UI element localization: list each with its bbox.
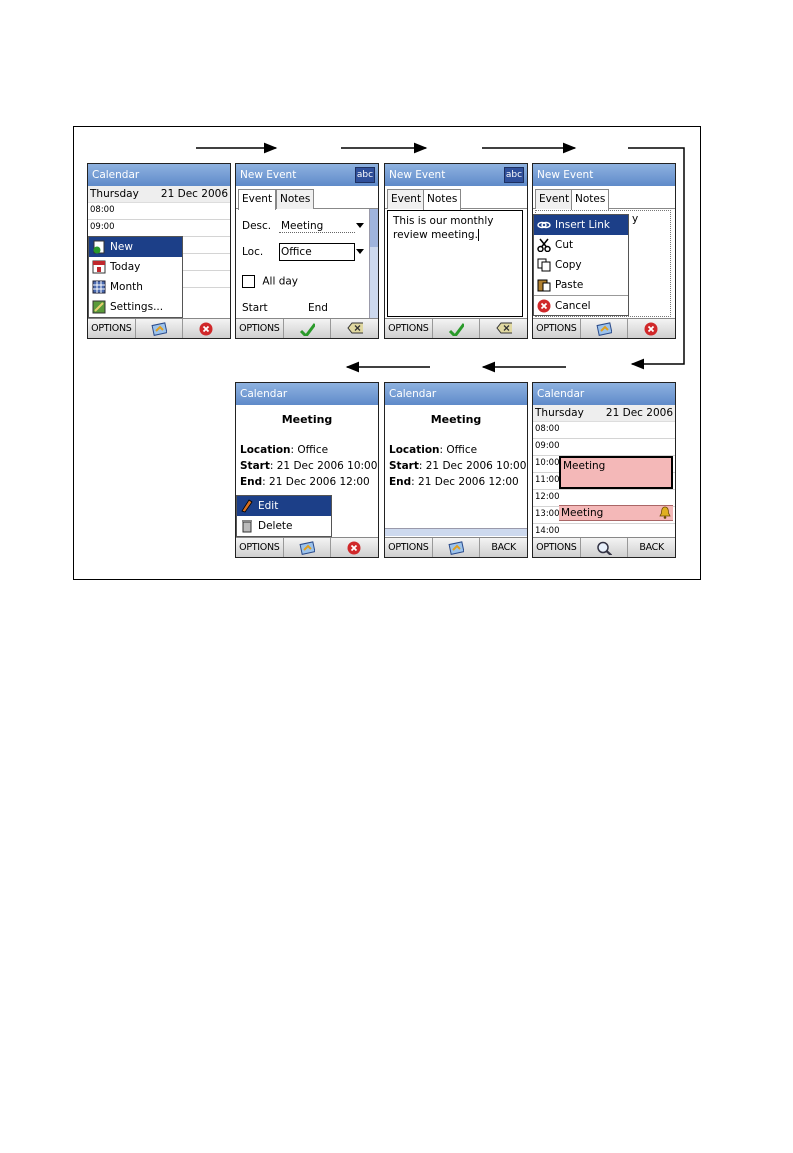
select-icon xyxy=(151,322,167,336)
pencil-icon xyxy=(240,499,254,513)
back-softkey[interactable]: BACK xyxy=(639,542,664,553)
options-softkey[interactable]: OPTIONS xyxy=(533,319,581,338)
menu-item-paste[interactable]: Paste xyxy=(534,275,628,295)
cancel-icon xyxy=(537,299,551,313)
month-grid-icon xyxy=(92,280,106,294)
time-slot[interactable]: 10:00 xyxy=(533,456,675,473)
magnifier-icon xyxy=(596,541,612,555)
select-softkey[interactable] xyxy=(581,319,629,338)
time-slot[interactable]: 14:00 xyxy=(533,524,675,541)
select-icon xyxy=(299,541,315,555)
event-options-menu xyxy=(236,495,332,537)
options-softkey[interactable]: OPTIONS xyxy=(236,538,284,557)
notes-text-fragment: y xyxy=(632,213,639,225)
horizontal-scrollbar[interactable] xyxy=(385,528,527,536)
chevron-down-icon[interactable] xyxy=(356,249,364,254)
end-line: End: 21 Dec 2006 12:00 xyxy=(240,476,370,488)
start-line: Start: 21 Dec 2006 10:00 xyxy=(389,460,527,472)
start-end-row xyxy=(242,302,328,314)
link-icon xyxy=(537,218,551,232)
settings-icon xyxy=(92,300,106,314)
new-document-icon xyxy=(92,240,106,254)
desc-row xyxy=(242,220,366,232)
desc-label: Desc. xyxy=(242,220,272,232)
day-label: Thursday xyxy=(90,188,139,200)
desc-field[interactable]: Meeting xyxy=(279,220,355,233)
options-softkey[interactable]: OPTIONS xyxy=(385,319,433,338)
softkey-bar xyxy=(385,537,527,557)
today-calendar-icon xyxy=(92,260,106,274)
close-icon xyxy=(644,322,660,336)
event-title: Meeting xyxy=(281,413,333,426)
time-slot[interactable]: 09:00 xyxy=(88,220,230,237)
event-block[interactable]: Meeting xyxy=(559,505,673,521)
select-icon xyxy=(596,322,612,336)
menu-item-cancel[interactable]: Cancel xyxy=(534,295,628,315)
input-mode-indicator: abc xyxy=(355,167,375,183)
day-header xyxy=(533,405,675,422)
screen-event-details xyxy=(384,382,528,558)
menu-item-today[interactable]: Today xyxy=(89,257,182,277)
event-details xyxy=(385,405,527,492)
close-icon xyxy=(347,541,363,555)
menu-item-delete[interactable]: Delete xyxy=(237,516,331,536)
notes-textarea[interactable] xyxy=(387,210,523,317)
time-slot[interactable]: 13:00 xyxy=(533,507,675,524)
event-block-selected[interactable]: Meeting xyxy=(559,456,673,489)
select-icon xyxy=(448,541,464,555)
backspace-icon xyxy=(496,322,512,336)
options-menu xyxy=(88,236,183,318)
tab-bar xyxy=(385,189,527,209)
close-icon xyxy=(199,322,215,336)
exit-softkey[interactable] xyxy=(331,538,378,557)
event-title: Meeting xyxy=(430,413,482,426)
event-details xyxy=(236,405,378,492)
allday-label: All day xyxy=(262,275,299,288)
scissors-icon xyxy=(537,238,551,252)
view-softkey[interactable] xyxy=(581,538,629,557)
alarm-bell-icon xyxy=(659,506,671,519)
time-slot[interactable]: 09:00 xyxy=(533,439,675,456)
tab-bar xyxy=(533,189,675,209)
loc-field[interactable]: Office xyxy=(279,243,355,261)
select-softkey[interactable] xyxy=(433,538,481,557)
end-line: End: 21 Dec 2006 12:00 xyxy=(389,476,519,488)
tab-notes[interactable]: Notes xyxy=(423,189,461,210)
allday-row xyxy=(242,275,298,288)
backspace-softkey[interactable] xyxy=(480,319,527,338)
chevron-down-icon[interactable] xyxy=(356,223,364,228)
title-bar: Calendar xyxy=(88,164,230,186)
options-softkey[interactable]: OPTIONS xyxy=(88,319,136,338)
notes-line: This is our monthly xyxy=(393,215,494,227)
tab-notes[interactable]: Notes xyxy=(276,189,314,209)
checkmark-icon xyxy=(299,322,315,336)
softkey-bar xyxy=(533,537,675,557)
text-cursor xyxy=(478,229,479,241)
options-softkey[interactable]: OPTIONS xyxy=(533,538,581,557)
menu-item-settings[interactable]: Settings... xyxy=(89,297,182,317)
screen-calendar-options xyxy=(87,163,231,339)
softkey-bar xyxy=(236,318,378,338)
checkmark-icon xyxy=(448,322,464,336)
title-bar: Calendar xyxy=(236,383,378,405)
edit-menu xyxy=(533,214,629,316)
allday-checkbox[interactable] xyxy=(242,275,255,288)
select-softkey[interactable] xyxy=(136,319,184,338)
softkey-bar xyxy=(385,318,527,338)
backspace-icon xyxy=(347,322,363,336)
screen-new-event-notes xyxy=(384,163,528,339)
time-slot[interactable]: 08:00 xyxy=(88,203,230,220)
softkey-bar xyxy=(88,318,230,338)
options-softkey[interactable]: OPTIONS xyxy=(385,538,433,557)
scrollbar[interactable] xyxy=(369,209,378,320)
tab-bar xyxy=(236,189,378,209)
back-softkey[interactable]: BACK xyxy=(491,542,516,553)
tab-event[interactable]: Event xyxy=(238,189,276,210)
time-slot[interactable]: 08:00 xyxy=(533,422,675,439)
input-mode-indicator: abc xyxy=(504,167,524,183)
options-softkey[interactable]: OPTIONS xyxy=(236,319,284,338)
menu-item-cut[interactable]: Cut xyxy=(534,235,628,255)
softkey-bar xyxy=(533,318,675,338)
location-line: Location: Office xyxy=(240,444,329,456)
done-softkey[interactable] xyxy=(284,319,332,338)
time-slot[interactable]: 11:00 xyxy=(533,473,675,490)
screen-notes-options xyxy=(532,163,676,339)
screen-event-details-options xyxy=(235,382,379,558)
start-label: Start xyxy=(242,302,268,314)
screen-calendar-day xyxy=(532,382,676,558)
done-softkey[interactable] xyxy=(433,319,481,338)
backspace-softkey[interactable] xyxy=(331,319,378,338)
menu-item-insert-link[interactable]: Insert Link xyxy=(534,215,628,235)
title-bar: New Event xyxy=(533,164,675,186)
title-bar: Calendar xyxy=(533,383,675,405)
tab-event[interactable]: Event xyxy=(535,189,573,209)
start-line: Start: 21 Dec 2006 10:00 xyxy=(240,460,378,472)
title-bar: Calendar xyxy=(385,383,527,405)
exit-softkey[interactable] xyxy=(628,319,675,338)
trash-icon xyxy=(240,519,254,533)
scrollbar-thumb[interactable] xyxy=(370,209,378,247)
loc-label: Loc. xyxy=(242,246,264,258)
notes-line: review meeting. xyxy=(393,229,478,241)
time-slot[interactable]: 12:00 xyxy=(533,490,675,507)
copy-icon xyxy=(537,258,551,272)
menu-item-month[interactable]: Month xyxy=(89,277,182,297)
tab-event[interactable]: Event xyxy=(387,189,425,209)
end-label: End xyxy=(308,302,328,314)
menu-item-edit[interactable]: Edit xyxy=(237,496,331,516)
location-line: Location: Office xyxy=(389,444,478,456)
date-label: 21 Dec 2006 xyxy=(160,188,228,200)
title-bar: New Event abc xyxy=(236,164,378,186)
date-label: 21 Dec 2006 xyxy=(605,407,673,419)
menu-item-copy[interactable]: Copy xyxy=(534,255,628,275)
day-header xyxy=(88,186,230,203)
title-bar: New Event abc xyxy=(385,164,527,186)
select-softkey[interactable] xyxy=(284,538,332,557)
screen-new-event-form xyxy=(235,163,379,339)
softkey-bar xyxy=(236,537,378,557)
day-label: Thursday xyxy=(535,407,584,419)
tab-notes[interactable]: Notes xyxy=(571,189,609,210)
paste-icon xyxy=(537,278,551,292)
exit-softkey[interactable] xyxy=(183,319,230,338)
loc-row xyxy=(242,246,366,258)
menu-item-new[interactable]: New xyxy=(89,237,182,257)
